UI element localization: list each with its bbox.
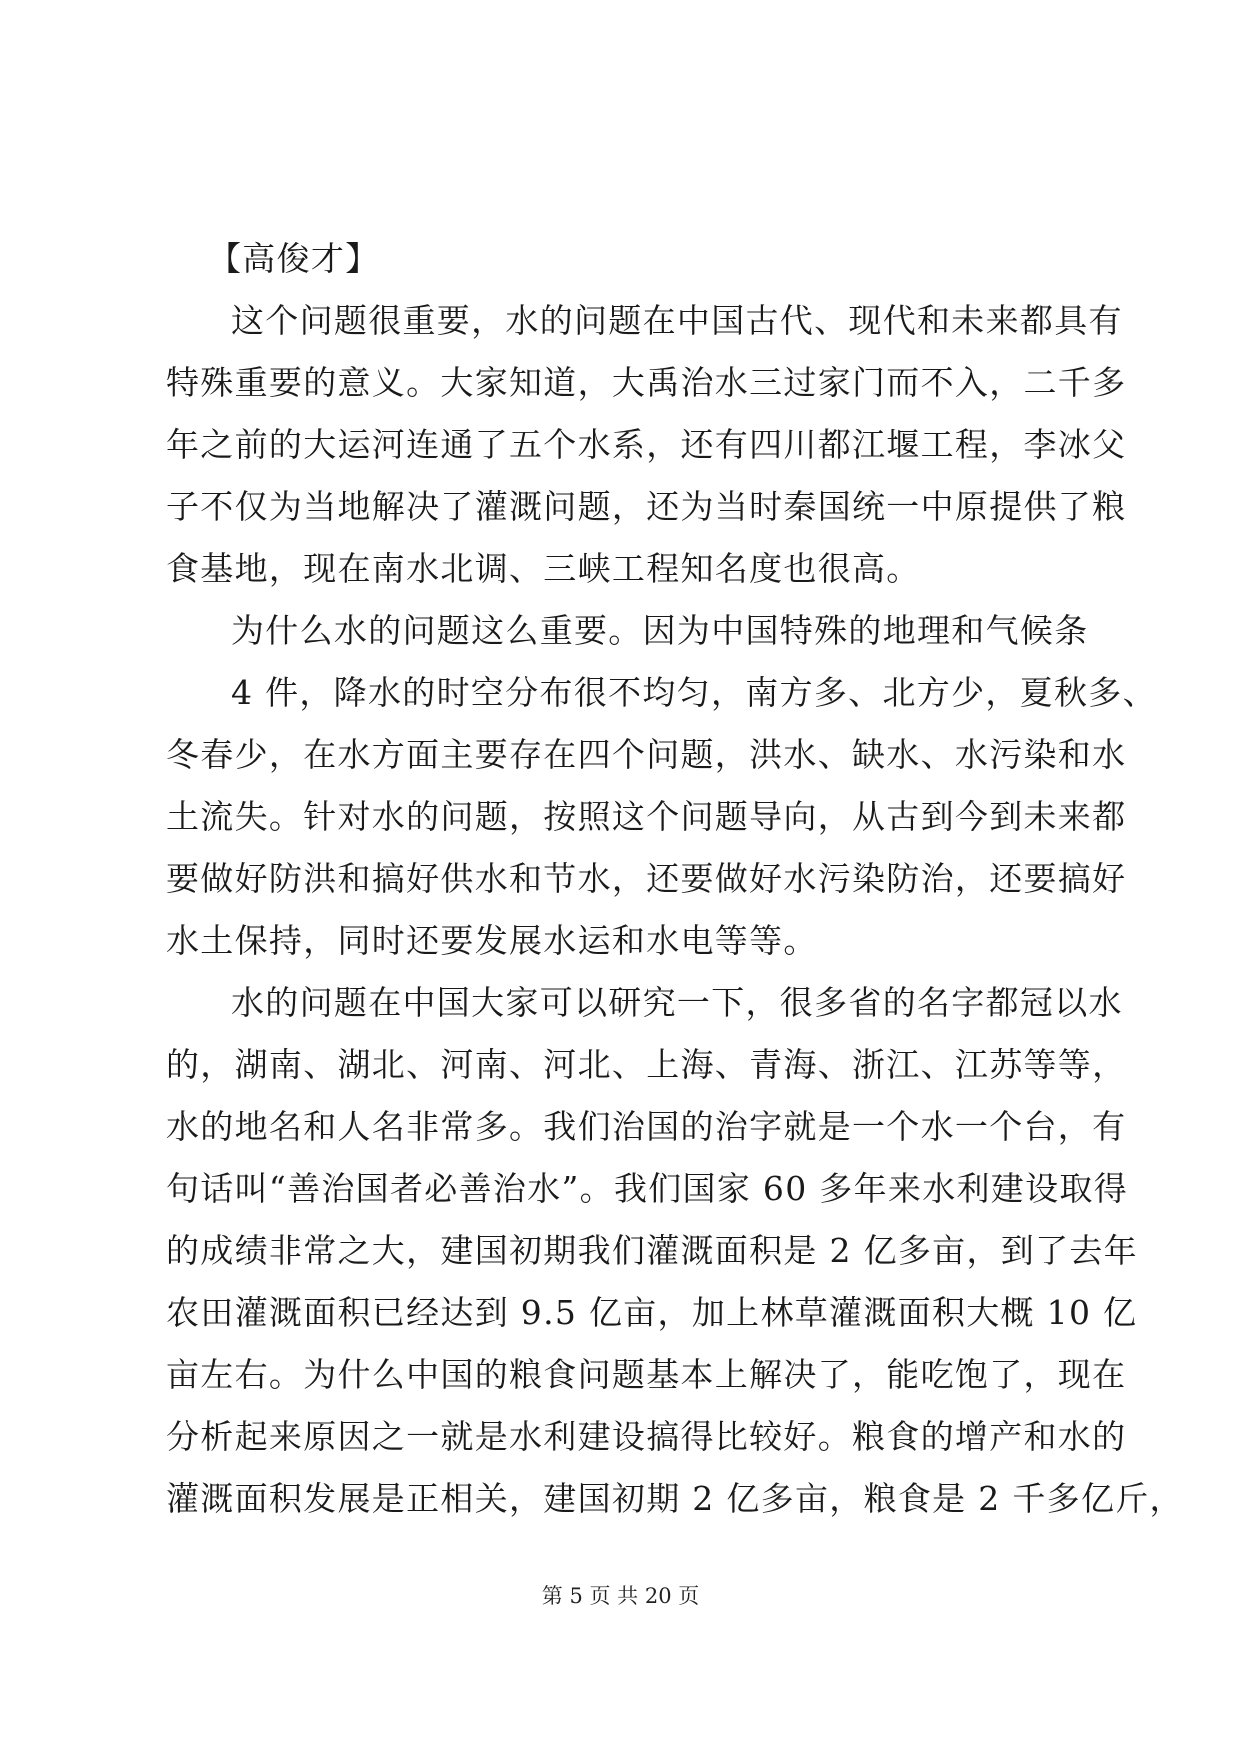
page-number-footer: 第 5 页 共 20 页 (541, 1584, 700, 1608)
document-body (166, 228, 1184, 1530)
paragraph-line: 水的问题在中国大家可以研究一下，很多省的名字都冠以水 (231, 983, 1123, 1022)
paragraph-line: 特殊重要的意义。大家知道，大禹治水三过家门而不入，二千多 (166, 363, 1127, 402)
paragraph-line: 冬春少，在水方面主要存在四个问题，洪水、缺水、水污染和水 (166, 735, 1127, 774)
paragraph-line: 子不仅为当地解决了灌溉问题，还为当时秦国统一中原提供了粮 (166, 487, 1127, 526)
paragraph-line: 食基地，现在南水北调、三峡工程知名度也很高。 (166, 549, 921, 588)
paragraph-line: 这个问题很重要，水的问题在中国古代、现代和未来都具有 (231, 301, 1123, 340)
paragraph-line: 分析起来原因之一就是水利建设搞得比较好。粮食的增产和水的 (166, 1417, 1127, 1456)
paragraph-line: 句话叫“善治国者必善治水”。我们国家 60 多年来水利建设取得 (166, 1169, 1129, 1208)
paragraph-line: 年之前的大运河连通了五个水系，还有四川都江堰工程，李冰父 (166, 425, 1127, 464)
paragraph-line: 灌溉面积发展是正相关，建国初期 2 亿多亩，粮食是 2 千多亿斤， (166, 1479, 1184, 1518)
paragraph-line: 亩左右。为什么中国的粮食问题基本上解决了，能吃饱了，现在 (166, 1355, 1127, 1394)
speaker-label: 【高俊才】 (208, 239, 380, 278)
paragraph-line: 水土保持，同时还要发展水运和水电等等。 (166, 921, 818, 960)
paragraph-line: 为什么水的问题这么重要。因为中国特殊的地理和气候条 (231, 611, 1089, 650)
paragraph-line: 要做好防洪和搞好供水和节水，还要做好水污染防治，还要搞好 (166, 859, 1127, 898)
paragraph-line: 土流失。针对水的问题，按照这个问题导向，从古到今到未来都 (166, 797, 1127, 836)
paragraph-line: 水的地名和人名非常多。我们治国的治字就是一个水一个台，有 (166, 1107, 1127, 1146)
paragraph-line: 的成绩非常之大，建国初期我们灌溉面积是 2 亿多亩，到了去年 (166, 1231, 1138, 1270)
paragraph-line: 的，湖南、湖北、河南、河北、上海、青海、浙江、江苏等等， (166, 1045, 1127, 1084)
paragraph-line: 农田灌溉面积已经达到 9.5 亿亩，加上林草灌溉面积大概 10 亿 (166, 1293, 1138, 1332)
paragraph-line: 4 件，降水的时空分布很不均匀，南方多、北方少，夏秋多、 (231, 673, 1157, 712)
